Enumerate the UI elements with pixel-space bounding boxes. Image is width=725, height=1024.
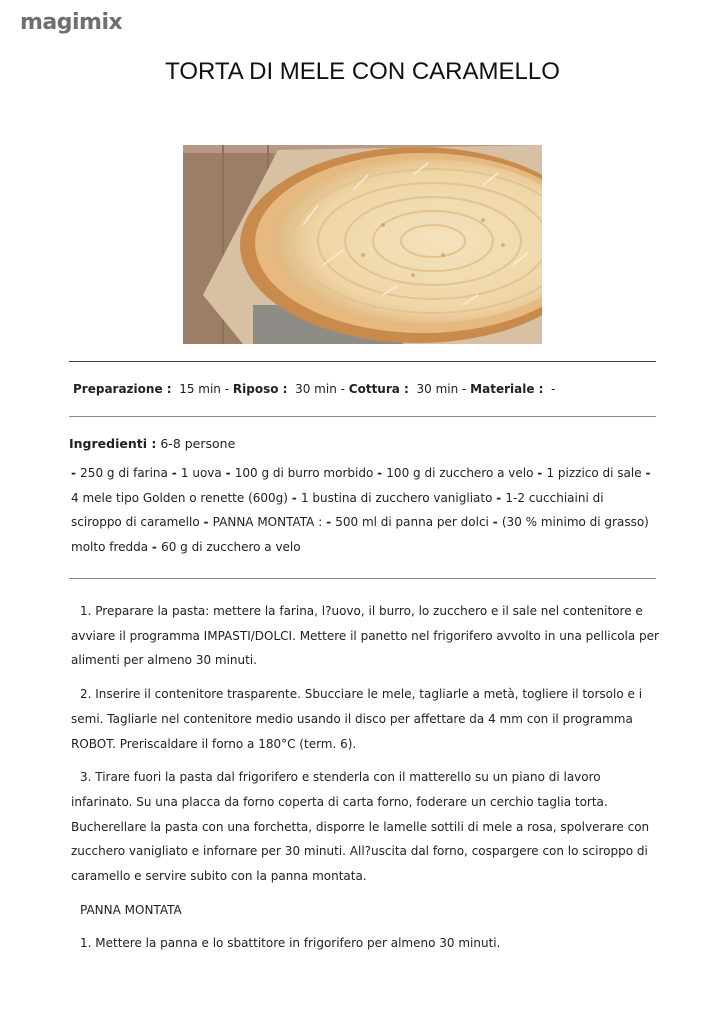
- page-title: TORTA DI MELE CON CARAMELLO: [165, 58, 560, 85]
- ingredient-bullet: -: [492, 515, 502, 529]
- ingredient-bullet: -: [151, 539, 162, 554]
- step-2: 2. Inserire il contenitore trasparente. Sbucciare le mele, tagliarle a metà, togliere il torsolo e i semi. Tagliarle nel contenitore medio usando il disco per affettare da 4 mm con il programma ROBOT. Preriscaldare il forno a 180°C (term. 6).: [71, 687, 643, 751]
- ingredient-bullet: -: [496, 490, 506, 505]
- ingredient-bullet: -: [377, 466, 387, 480]
- material-value: -: [551, 382, 556, 396]
- brand-logo: magimix: [20, 10, 123, 35]
- recipe-photo: [183, 145, 542, 344]
- ingredients-heading: [69, 436, 235, 451]
- ingredient-bullet: -: [203, 515, 213, 529]
- servings: 6-8 persone: [160, 436, 236, 451]
- ingredient-bullet: -: [291, 490, 301, 505]
- subheading: PANNA MONTATA: [80, 902, 182, 917]
- ingredient-item: 1-2 cucchiaini di sciroppo di caramello: [71, 490, 604, 529]
- ingredients-label: Ingredienti :: [69, 436, 157, 451]
- ingredient-item: (30 % minimo di grasso) molto fredda: [71, 515, 649, 554]
- ingredient-item: PANNA MONTATA :: [212, 515, 327, 529]
- prep-value: 15 min: [179, 382, 221, 396]
- cook-label: Cottura :: [348, 382, 409, 396]
- ingredient-item: 500 ml di panna per dolci: [335, 515, 493, 529]
- divider: [69, 361, 656, 362]
- ingredient-bullet: -: [225, 466, 235, 480]
- ingredient-item: 1 pizzico di sale: [546, 466, 646, 480]
- ingredient-item: 60 g di zucchero a velo: [161, 539, 301, 554]
- divider: [69, 416, 656, 417]
- divider: [69, 578, 656, 579]
- ingredient-item: 250 g di farina: [80, 466, 172, 480]
- step-1: 1. Preparare la pasta: mettere la farina, l?uovo, il burro, lo zucchero e il sale nel contenitore e avviare il programma IMPASTI/DOLCI. Mettere il panetto nel frigorifero avvolto in una pellicola per alimenti per almeno 30 minuti.: [71, 604, 659, 668]
- material-label: Materiale :: [470, 382, 544, 396]
- ingredients-list: [71, 461, 651, 559]
- ingredient-item: 1 bustina di zucchero vanigliato: [300, 490, 497, 505]
- ingredient-item: 100 g di zucchero a velo: [386, 466, 538, 480]
- step-3: 3. Tirare fuori la pasta dal frigorifero e stenderla con il matterello su un piano di lavoro infarinato. Su una placca da forno coperta di carta forno, foderare un cerchio taglia torta. Bucherellare la pasta con una forchetta, disporre le lamelle sottili di mele a rosa, spolverare con zucchero vanigliato e infornare per 30 minuti. All?uscita dal forno, cospargere con lo sciroppo di caramello e servire subito con la panna montata.: [71, 770, 650, 884]
- substep-1: 1. Mettere la panna e lo sbattitore in frigorifero per almeno 30 minuti.: [80, 936, 501, 951]
- ingredient-item: 4 mele tipo Golden o renette (600g): [71, 490, 292, 505]
- ingredient-bullet: -: [171, 466, 181, 480]
- ingredient-item: 1 uova: [180, 466, 226, 480]
- ingredient-bullet: -: [326, 515, 336, 529]
- recipe-meta: Preparazione : 15 min - Riposo : 30 min - Cottura : 30 min - Materiale : -: [73, 382, 556, 396]
- ingredient-bullet: -: [537, 466, 547, 480]
- ingredient-bullet: -: [71, 466, 81, 480]
- prep-label: Preparazione :: [73, 382, 172, 396]
- ingredient-item: 100 g di burro morbido: [234, 466, 378, 480]
- rest-label: Riposo :: [232, 382, 288, 396]
- cook-value: 30 min: [416, 382, 459, 396]
- method-steps: [71, 599, 661, 965]
- rest-value: 30 min: [295, 382, 337, 396]
- apple-tart-illustration: [183, 145, 542, 344]
- ingredient-bullet: -: [645, 466, 651, 480]
